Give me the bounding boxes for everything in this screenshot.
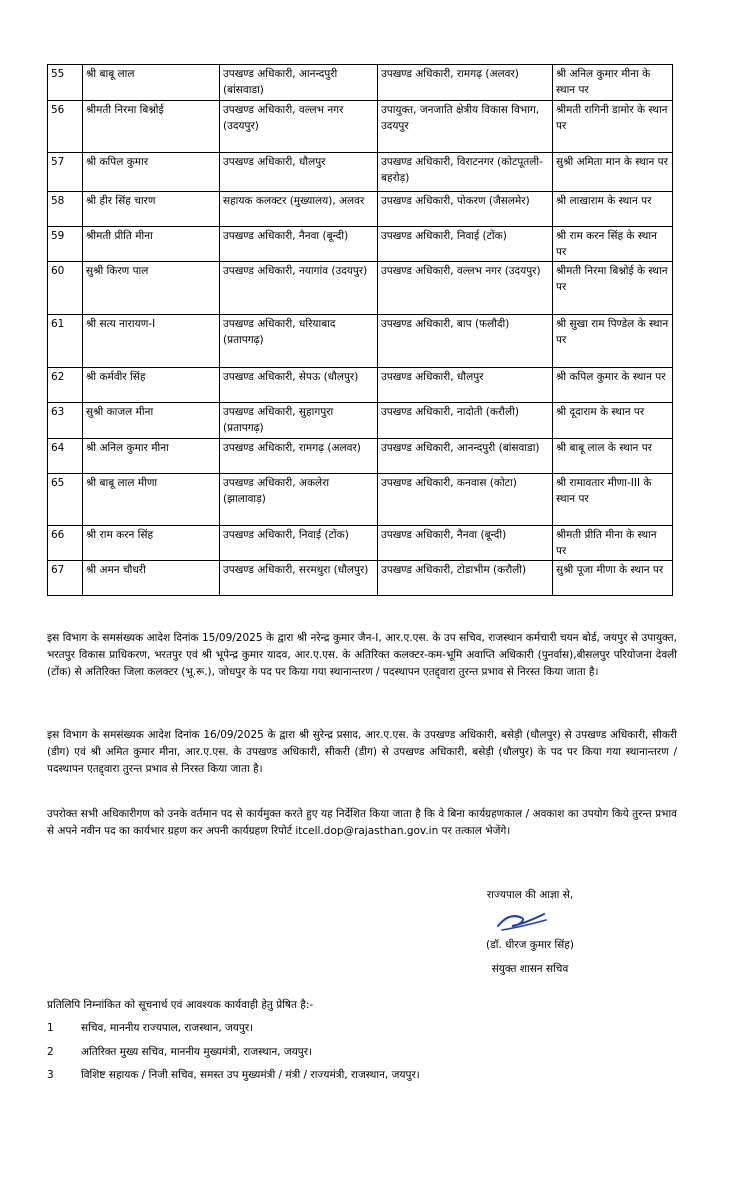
new-post: उपखण्ड अधिकारी, कनवास (कोटा): [378, 474, 553, 526]
current-post: उपखण्ड अधिकारी, अकलेरा (झालावाड़): [220, 474, 378, 526]
new-post: उपखण्ड अधिकारी, वल्लभ नगर (उदयपुर): [378, 262, 553, 315]
current-post: उपखण्ड अधिकारी, रामगढ़ (अलवर): [220, 439, 378, 474]
table-row: [48, 439, 673, 474]
vice-officer: श्रीमती निरमा बिश्नोई के स्थान पर: [553, 262, 673, 315]
current-post: उपखण्ड अधिकारी, सेपऊ (धौलपुर): [220, 368, 378, 403]
officer-name: श्री बाबू लाल मीणा: [83, 474, 220, 526]
serial-number: 56: [48, 101, 83, 153]
new-post: उपखण्ड अधिकारी, आनन्दपुरी (बांसवाडा): [378, 439, 553, 474]
serial-number: 63: [48, 403, 83, 439]
vice-officer: श्री सुखा राम पिण्डेल के स्थान पर: [553, 315, 673, 368]
officer-name: श्री अनिल कुमार मीना: [83, 439, 220, 474]
officer-name: श्री कपिल कुमार: [83, 153, 220, 192]
table-row: [48, 368, 673, 403]
officer-name: श्री सत्य नारायण-I: [83, 315, 220, 368]
current-post: उपखण्ड अधिकारी, धौलपुर: [220, 153, 378, 192]
officer-name: श्रीमती प्रीति मीना: [83, 227, 220, 262]
officer-name: श्री अमन चौधरी: [83, 561, 220, 596]
table-row: [48, 262, 673, 315]
officer-name: श्री कर्मवीर सिंह: [83, 368, 220, 403]
list-item: [47, 1045, 312, 1059]
new-post: उपखण्ड अधिकारी, नादोती (करौली): [378, 403, 553, 439]
current-post: उपखण्ड अधिकारी, वल्लभ नगर (उदयपुर): [220, 101, 378, 153]
table-row: [48, 315, 673, 368]
table-row: [48, 153, 673, 192]
new-post: उपखण्ड अधिकारी, रामगढ़ (अलवर): [378, 65, 553, 101]
vice-officer: सुश्री पूजा मीणा के स्थान पर: [553, 561, 673, 596]
new-post: उपखण्ड अधिकारी, धौलपुर: [378, 368, 553, 403]
new-post: उपखण्ड अधिकारी, टोडाभीम (करौली): [378, 561, 553, 596]
serial-number: 59: [48, 227, 83, 262]
vice-officer: श्री रामावतार मीणा-III के स्थान पर: [553, 474, 673, 526]
table-row: [48, 65, 673, 101]
vice-officer: सुश्री अमिता मान के स्थान पर: [553, 153, 673, 192]
table-row: [48, 101, 673, 153]
serial-number: 57: [48, 153, 83, 192]
list-item-text: सचिव, माननीय राज्यपाल, राजस्थान, जयपुर।: [81, 1022, 254, 1034]
table-row: [48, 227, 673, 262]
vice-officer: श्री लाखाराम के स्थान पर: [553, 192, 673, 227]
vice-officer: श्री अनिल कुमार मीना के स्थान पर: [553, 65, 673, 101]
signatory-designation: संयुक्त शासन सचिव: [491, 963, 569, 975]
cancellation-paragraph-2: इस विभाग के समसंख्यक आदेश दिनांक 16/09/2025 के द्वारा श्री सुरेन्द्र प्रसाद, आर.ए.एस. के उपखण्ड अधिकारी, बसेड़ी (धौलपुर) से उपखण्ड अधिकारी, सीकरी (डीग) एवं श्री अमित कुमार मीना, आर.ए.एस. के उपखण्ड अधिकारी, सीकरी (डीग) से उपखण्ड अधिकारी, बसेड़ी (धौलपुर) के पद पर किया गया स्थानान्तरण / पदस्थापन एतद्द्वारा तुरन्त प्रभाव से निरस्त किया जाता है।: [47, 729, 677, 775]
by-order-line: राज्यपाल की आज्ञा से,: [486, 889, 574, 901]
table-row: [48, 474, 673, 526]
table-row: [48, 561, 673, 596]
vice-officer: श्री दूदाराम के स्थान पर: [553, 403, 673, 439]
officer-name: श्री हीर सिंह चारण: [83, 192, 220, 227]
table-row: [48, 403, 673, 439]
current-post: उपखण्ड अधिकारी, धरियाबाद (प्रतापगढ़): [220, 315, 378, 368]
signatory-name: (डॉ. धीरज कुमार सिंह): [486, 939, 574, 951]
table-row: [48, 526, 673, 561]
serial-number: 58: [48, 192, 83, 227]
list-item: [47, 1068, 420, 1082]
instruction-paragraph: उपरोक्त सभी अधिकारीगण को उनके वर्तमान पद से कार्यमुक्त करते हुए यह निर्देशित किया जाता है कि वे बिना कार्यग्रहणकाल / अवकाश का उपयोग किये तुरन्त प्रभाव से अपने नवीन पद का कार्यभार ग्रहण कर अपनी कार्यग्रहण रिपोर्ट itcell.dop@rajasthan.gov.in पर तत्काल भेजेंगे।: [47, 808, 677, 837]
serial-number: 67: [48, 561, 83, 596]
serial-number: 61: [48, 315, 83, 368]
copy-to-heading: प्रतिलिपि निम्नांकित को सूचनार्थ एवं आवश्यक कार्यवाही हेतु प्रेषित है:-: [47, 999, 314, 1011]
table-row: [48, 192, 673, 227]
current-post: उपखण्ड अधिकारी, नयागांव (उदयपुर): [220, 262, 378, 315]
serial-number: 62: [48, 368, 83, 403]
serial-number: 60: [48, 262, 83, 315]
vice-officer: श्रीमती प्रीति मीना के स्थान पर: [553, 526, 673, 561]
current-post: उपखण्ड अधिकारी, सुहागपुरा (प्रतापगढ़): [220, 403, 378, 439]
new-post: उपायुक्त, जनजाति क्षेत्रीय विकास विभाग, उदयपुर: [378, 101, 553, 153]
vice-officer: श्री बाबू लाल के स्थान पर: [553, 439, 673, 474]
list-item-number: 1: [47, 1022, 54, 1034]
vice-officer: श्रीमती रागिनी डामोर के स्थान पर: [553, 101, 673, 153]
officer-name: श्री बाबू लाल: [83, 65, 220, 101]
current-post: उपखण्ड अधिकारी, आनन्दपुरी (बांसवाडा): [220, 65, 378, 101]
list-item-text: अतिरिक्त मुख्य सचिव, माननीय मुख्यमंत्री, राजस्थान, जयपुर।: [81, 1046, 313, 1058]
list-item-number: 2: [47, 1046, 54, 1058]
transfer-table: [47, 64, 673, 596]
cancellation-paragraph-1: इस विभाग के समसंख्यक आदेश दिनांक 15/09/2025 के द्वारा श्री नरेन्द्र कुमार जैन-I, आर.ए.एस. के उप सचिव, राजस्थान कर्मचारी चयन बोर्ड, जयपुर से उपायुक्त, भरतपुर विकास प्राधिकरण, भरतपुर एवं श्री भूपेन्द्र कुमार यादव, आर.ए.एस. के अतिरिक्त कलक्टर-कम-भूमि अवाप्ति अधिकारी (पुनर्वास),बीसलपुर परियोजना देवली (टोंक) से अतिरिक्त जिला कलक्टर (भू.रू.), जोधपुर के पद पर किया गया स्थानान्तरण / पदस्थापन एतद्द्वारा तुरन्त प्रभाव से निरस्त किया जाता है।: [47, 632, 677, 678]
current-post: उपखण्ड अधिकारी, सरमथुरा (धौलपुर): [220, 561, 378, 596]
new-post: उपखण्ड अधिकारी, विराटनगर (कोटपूतली-बहरोड़): [378, 153, 553, 192]
new-post: उपखण्ड अधिकारी, पोकरण (जैसलमेर): [378, 192, 553, 227]
officer-name: सुश्री काजल मीना: [83, 403, 220, 439]
serial-number: 55: [48, 65, 83, 101]
list-item: [47, 1021, 253, 1035]
new-post: उपखण्ड अधिकारी, बाप (फलौदी): [378, 315, 553, 368]
current-post: उपखण्ड अधिकारी, नैनवा (बून्दी): [220, 227, 378, 262]
new-post: उपखण्ड अधिकारी, निवाई (टोंक): [378, 227, 553, 262]
serial-number: 65: [48, 474, 83, 526]
new-post: उपखण्ड अधिकारी, नैनवा (बून्दी): [378, 526, 553, 561]
officer-name: श्रीमती निरमा बिश्नोई: [83, 101, 220, 153]
vice-officer: श्री राम करन सिंह के स्थान पर: [553, 227, 673, 262]
serial-number: 66: [48, 526, 83, 561]
officer-name: श्री राम करन सिंह: [83, 526, 220, 561]
current-post: सहायक कलक्टर (मुख्यालय), अलवर: [220, 192, 378, 227]
serial-number: 64: [48, 439, 83, 474]
signature-mark-icon: [492, 908, 552, 934]
current-post: उपखण्ड अधिकारी, निवाई (टोंक): [220, 526, 378, 561]
vice-officer: श्री कपिल कुमार के स्थान पर: [553, 368, 673, 403]
list-item-text: विशिष्ट सहायक / निजी सचिव, समस्त उप मुख्यमंत्री / मंत्री / राज्यमंत्री, राजस्थान, जयपुर।: [81, 1069, 420, 1081]
officer-name: सुश्री किरण पाल: [83, 262, 220, 315]
list-item-number: 3: [47, 1069, 54, 1081]
